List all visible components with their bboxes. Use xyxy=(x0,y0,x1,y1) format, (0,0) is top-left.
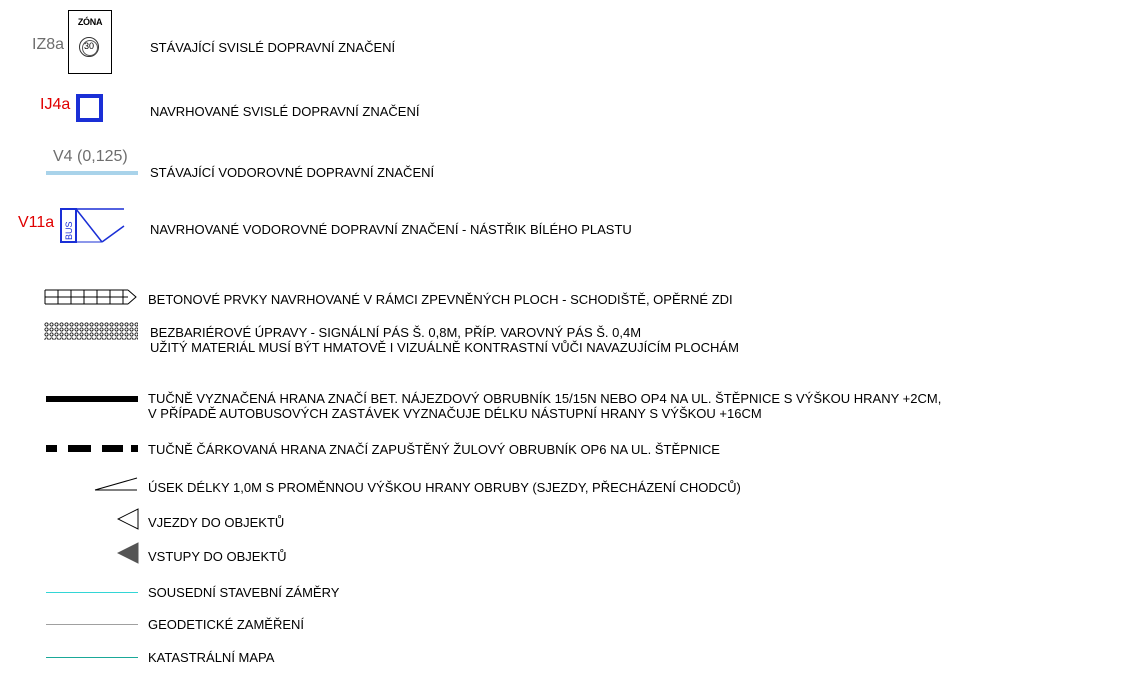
zone-sign-title: ZÓNA xyxy=(77,17,103,27)
bus-text: BUS xyxy=(64,221,74,240)
speed-limit-number: 30 xyxy=(83,41,94,51)
cadastral-label: KATASTRÁLNÍ MAPA xyxy=(148,650,275,665)
tactile-strip-icon xyxy=(44,322,138,340)
neighbor-line xyxy=(46,592,138,593)
geodetic-line xyxy=(46,624,138,625)
vehicle-entry-icon xyxy=(117,508,139,530)
cadastral-line xyxy=(46,657,138,658)
barrier-free-line2: UŽITÝ MATERIÁL MUSÍ BÝT HMATOVĚ I VIZUÁLNĚ KONTRASTNÍ VŮČI NAVAZUJÍCÍM PLOCHÁM xyxy=(150,340,739,355)
bold-edge-line1: TUČNĚ VYZNAČENÁ HRANA ZNAČÍ BET. NÁJEZDOVÝ OBRUBNÍK 15/15N NEBO OP4 NA UL. ŠTĚPNICE S VÝŠKOU HRANY +2CM, xyxy=(148,391,942,406)
dashed-edge-label: TUČNĚ ČÁRKOVANÁ HRANA ZNAČÍ ZAPUŠTĚNÝ ŽULOVÝ OBRUBNÍK OP6 NA UL. ŠTĚPNICE xyxy=(148,442,720,457)
bus-stop-marking-icon xyxy=(60,208,126,244)
ij4a-label: NAVRHOVANÉ SVISLÉ DOPRAVNÍ ZNAČENÍ xyxy=(150,104,420,119)
bold-edge-line xyxy=(46,396,138,402)
geodetic-label: GEODETICKÉ ZAMĚŘENÍ xyxy=(148,617,305,632)
v11a-code: V11a xyxy=(18,214,55,231)
zone-sign-icon xyxy=(68,10,112,74)
pedestrian-entry-label: VSTUPY DO OBJEKTŮ xyxy=(148,549,287,564)
ramp-label: ÚSEK DÉLKY 1,0M S PROMĚNNOU VÝŠKOU HRANY OBRUBY (SJEZDY, PŘECHÁZENÍ CHODCŮ) xyxy=(148,480,741,495)
speed-limit-icon xyxy=(79,37,99,57)
v4-code: V4 (0,125) xyxy=(53,148,128,165)
pedestrian-entry-icon xyxy=(117,542,139,564)
existing-marking-line xyxy=(46,171,138,175)
concrete-label: BETONOVÉ PRVKY NAVRHOVANÉ V RÁMCI ZPEVNĚNÝCH PLOCH - SCHODIŠTĚ, OPĚRNÉ ZDI xyxy=(148,292,733,307)
v11a-label: NAVRHOVANÉ VODOROVNÉ DOPRAVNÍ ZNAČENÍ - NÁSTŘIK BÍLÉHO PLASTU xyxy=(150,222,632,237)
ramp-edge-icon xyxy=(94,476,138,492)
ij4a-code: IJ4a xyxy=(40,96,71,113)
bold-edge-line2: V PŘÍPADĚ AUTOBUSOVÝCH ZASTÁVEK VYZNAČUJE DÉLKU NÁSTUPNÍ HRANY S VÝŠKOU +16CM xyxy=(148,406,762,421)
vehicle-entry-label: VJEZDY DO OBJEKTŮ xyxy=(148,515,285,530)
proposed-sign-icon xyxy=(76,94,103,122)
neighbor-label: SOUSEDNÍ STAVEBNÍ ZÁMĚRY xyxy=(148,585,340,600)
dashed-edge-line xyxy=(46,445,138,452)
v4-label: STÁVAJÍCÍ VODOROVNÉ DOPRAVNÍ ZNAČENÍ xyxy=(150,165,435,180)
iz8a-code: IZ8a xyxy=(32,36,65,53)
iz8a-label: STÁVAJÍCÍ SVISLÉ DOPRAVNÍ ZNAČENÍ xyxy=(150,40,396,55)
concrete-hatch-icon xyxy=(44,288,140,306)
barrier-free-line1: BEZBARIÉROVÉ ÚPRAVY - SIGNÁLNÍ PÁS Š. 0,8M, PŘÍP. VAROVNÝ PÁS Š. 0,4M xyxy=(150,325,642,340)
